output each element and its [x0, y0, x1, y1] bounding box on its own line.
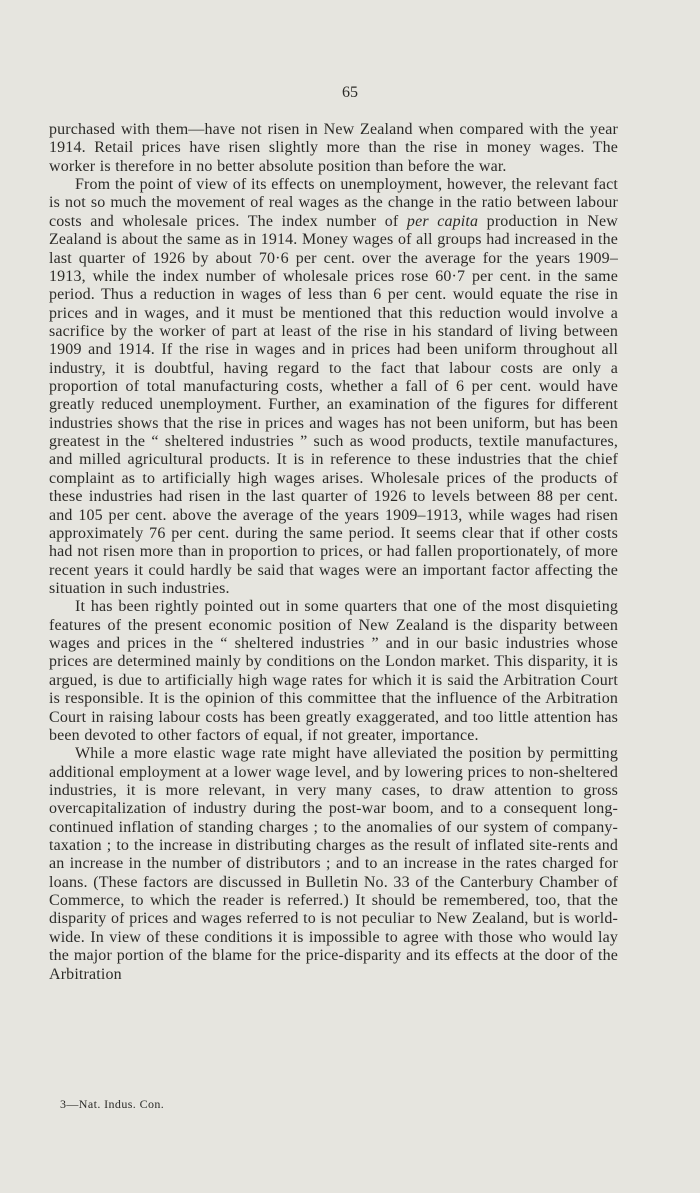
paragraph	[49, 176, 618, 598]
italic-text: per capita	[406, 212, 479, 230]
paragraph-text: From the point of view of its effects on unemployment, however, the relevant fact is not so much the movement of real wages as the change in the ratio between labour costs and wholesale prices. The index number of	[49, 176, 618, 230]
paragraph-text: purchased with them—have not risen in New Zealand when compared with the year 1914. Retail prices have risen slightly more than the rise in money wages. The worker is therefore in no better absolute position than before the war.	[49, 121, 618, 175]
footer-note: 3—Nat. Indus. Con.	[60, 1097, 165, 1111]
page-number: 65	[342, 84, 358, 101]
paragraph-text: production in New Zealand is about the same as in 1914. Money wages of all groups had increased in the last quarter of 1926 by about 70·6 per cent. over the average for the years 1909–1913, while the index number of wholesale prices rose 60·7 per cent. in the same period. Thus a reduction in wages of less than 6 per cent. would equate the rise in prices and in wages, and it must be mentioned that this reduction would involve a sacrifice by the worker of part at least of the rise in his standard of living between 1909 and 1914. If the rise in wages and in prices had been uniform throughout all industry, it is doubtful, having regard to the fact that labour costs are only a proportion of total manufacturing costs, whether a fall of 6 per cent. would have greatly reduced unemployment. Further, an examination of the figures for different industries shows that the rise in prices and wages has not been uniform, but has been greatest in the “ sheltered industries ” such as wood products, textile manufactures, and milled agricultural products. It is in reference to these industries that the chief complaint as to artificially high wages arises. Wholesale prices of the products of these industries had risen in the last quarter of 1926 to levels between 88 per cent. and 105 per cent. above the average of the years 1909–1913, while wages had risen approximately 76 per cent. during the same period. It seems clear that if other costs had not risen more than in proportion to prices, or had fallen proportionately, of more recent years it could hardly be said that wages were an important factor affecting the situation in such industries.	[49, 212, 618, 597]
paragraph	[49, 745, 618, 984]
paragraph-text: While a more elastic wage rate might have alleviated the position by permitting additional employment at a lower wage level, and by lowering prices to non-sheltered industries, it is more relevant, in very many cases, to draw attention to gross overcapitalization of industry during the post-war boom, and to a consequent long-continued inflation of standing charges ; to the anomalies of our system of company-taxation ; to the increase in distributing charges as the result of inflated site-rents and an increase in the number of distributors ; and to an increase in the rates charged for loans. (These factors are discussed in Bulletin No. 33 of the Canterbury Chamber of Commerce, to which the reader is referred.) It should be remembered, too, that the disparity of prices and wages referred to is not peculiar to New Zealand, but is world-wide. In view of these conditions it is impossible to agree with those who would lay the major portion of the blame for the price-disparity and its effects at the door of the Arbitration	[49, 745, 618, 983]
paragraph	[49, 121, 618, 176]
paragraph-text: It has been rightly pointed out in some quarters that one of the most disquieting features of the present economic position of New Zealand is the disparity between wages and prices in the “ sheltered industries ” and in our basic industries whose prices are determined mainly by conditions on the London market. This disparity, it is argued, is due to artificially high wage rates for which it is said the Arbitration Court is responsible. It is the opinion of this committee that the influence of the Arbitration Court in raising labour costs has been greatly exaggerated, and too little attention has been devoted to other factors of equal, if not greater, importance.	[49, 598, 618, 744]
body-text	[49, 121, 618, 984]
paragraph	[49, 598, 618, 745]
